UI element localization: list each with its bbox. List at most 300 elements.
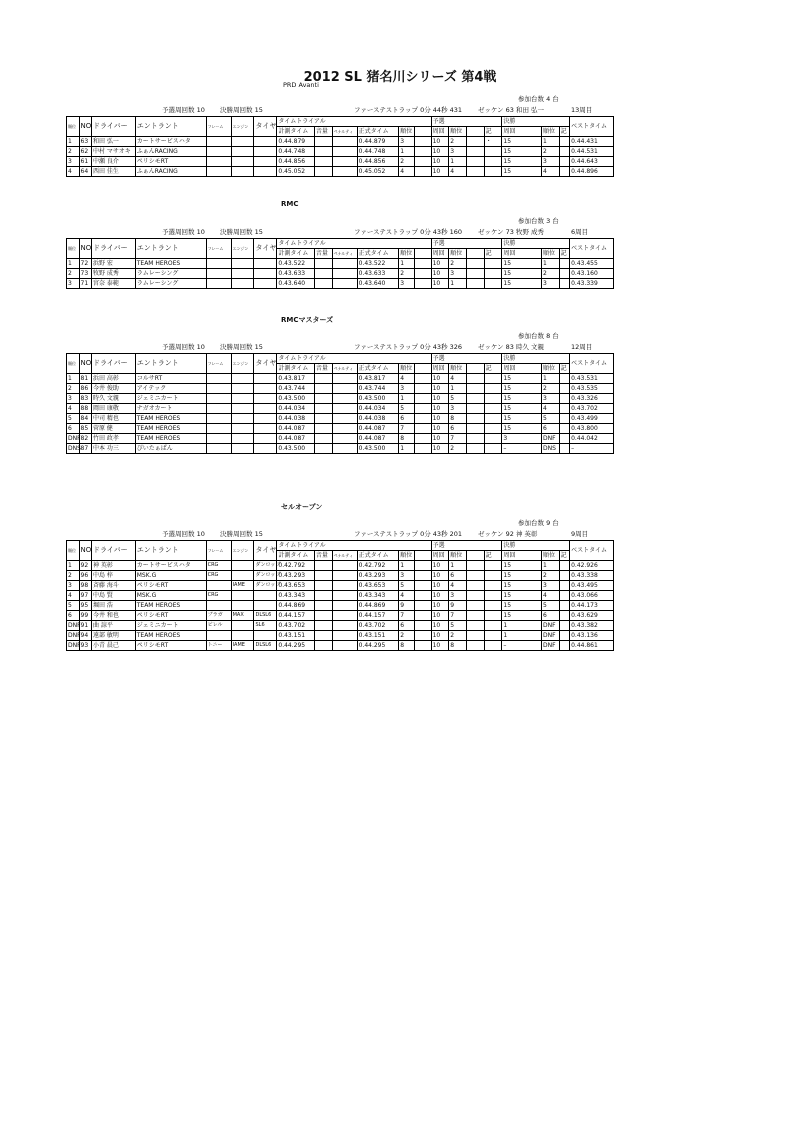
cell-tire: [254, 157, 277, 167]
header-heat: 予選: [431, 239, 502, 249]
cell-measured: 0.44.869: [277, 601, 315, 611]
entries-count: 参加台数 4 台: [518, 95, 559, 103]
cell--b: [414, 424, 431, 434]
cell-sound: [314, 444, 332, 454]
cell-heat-pos: 1: [449, 157, 467, 167]
cell-best: 0.43.629: [570, 611, 614, 621]
cell-frame: [206, 601, 231, 611]
cell-heat-laps: 10: [431, 601, 449, 611]
header-official-time: 正式タイム: [357, 551, 399, 561]
cell-driver: 曲 諒平: [92, 621, 136, 631]
header-sound: 音量: [314, 364, 332, 374]
cell-heat-pos: 8: [449, 414, 467, 424]
final-laps: 決勝周回数 15: [220, 530, 263, 538]
cell--b: [414, 601, 431, 611]
header-sound: 音量: [314, 551, 332, 561]
cell-tire: DLSL6: [254, 611, 277, 621]
heat-laps: 予選周回数 10: [162, 228, 205, 236]
cell-final-pos: 1: [541, 259, 559, 269]
cell-official: 0.43.151: [357, 631, 399, 641]
header-rank: 順位: [399, 127, 415, 137]
cell-final-pos: 5: [541, 414, 559, 424]
cell-final-pos: 2: [541, 147, 559, 157]
cell-heat-note: [484, 571, 502, 581]
header-measured-time: 計測タイム: [277, 249, 315, 259]
cell-final-note: [559, 591, 569, 601]
header-frame: フレーム: [206, 541, 231, 561]
cell-penalty: [332, 611, 357, 621]
cell-tire: [254, 591, 277, 601]
header-measured-time: 計測タイム: [277, 127, 315, 137]
cell-sound: [314, 581, 332, 591]
cell-measured: 0.43.640: [277, 279, 315, 289]
cell-heat-laps: 10: [431, 571, 449, 581]
cell-final-note: [559, 561, 569, 571]
cell-no: 98: [79, 581, 92, 591]
cell-final-pos: 4: [541, 167, 559, 177]
cell-pos: DNF: [68, 622, 81, 629]
cell-tire: [254, 434, 277, 444]
cell-heat-pos: 4: [449, 581, 467, 591]
cell-best: 0.43.160: [570, 269, 614, 279]
header-blank: [414, 127, 431, 137]
cell-measured: 0.43.702: [277, 621, 315, 631]
cell-no: 84: [79, 414, 92, 424]
heat-laps: 予選周回数 10: [162, 343, 205, 351]
cell-driver: 中村 マサオキ: [92, 147, 136, 157]
cell-heat-note: [484, 434, 502, 444]
cell-final-pos: 2: [541, 571, 559, 581]
cell-pos: 2: [67, 269, 80, 279]
fastest-lap-number: 9周目: [571, 530, 589, 538]
cell-sound: [314, 591, 332, 601]
cell-engine: [231, 137, 254, 147]
cell-frame: CRG: [206, 591, 231, 601]
header-best-time: ベストタイム: [570, 117, 614, 137]
cell-sound: [314, 259, 332, 269]
header-rank: 順位: [399, 551, 415, 561]
cell-best: 0.43.531: [570, 374, 614, 384]
cell-sound: [314, 404, 332, 414]
result-section: [66, 84, 614, 184]
cell-heat-laps: 10: [431, 414, 449, 424]
cell-entrant: MSK.G: [135, 591, 206, 601]
header-sound: 音量: [314, 127, 332, 137]
cell-official: 0.43.293: [357, 571, 399, 581]
cell-pos: 4: [67, 591, 80, 601]
heat-laps: 予選周回数 10: [162, 530, 205, 538]
cell-heat-note: [484, 404, 502, 414]
cell-rank: 1: [399, 147, 415, 157]
cell-final-laps: 15: [502, 394, 542, 404]
header-heat: 予選: [431, 541, 502, 551]
cell-final-laps: 15: [502, 374, 542, 384]
cell-measured: 0.44.295: [277, 641, 315, 651]
cell-entrant: ペリシモRT: [135, 611, 206, 621]
cell-rank: 3: [399, 279, 415, 289]
cell-final-pos: 1: [541, 374, 559, 384]
cell-final-pos: 1: [541, 137, 559, 147]
fastest-lap-time: ファーステストラップ 0分 44秒 431: [354, 106, 463, 114]
header-penalty: ペナルティ: [332, 551, 357, 561]
cell-pos: 2: [67, 384, 80, 394]
cell-sound: [314, 167, 332, 177]
cell-final-note: [559, 414, 569, 424]
cell-heat-pos: 6: [449, 571, 467, 581]
header-best-time: ベストタイム: [570, 541, 614, 561]
cell-entrant: カートサービスハタ: [135, 137, 206, 147]
cell-heat-pos: 4: [449, 167, 467, 177]
cell-final-note: [559, 631, 569, 641]
cell-pos: DNF: [68, 642, 81, 649]
cell-heat-note: [484, 591, 502, 601]
cell-measured: 0.43.744: [277, 384, 315, 394]
cell--b2: [466, 601, 484, 611]
cell-heat-laps: 10: [431, 384, 449, 394]
cell-heat-pos: 3: [449, 269, 467, 279]
header-tire: タイヤ: [254, 354, 277, 374]
cell-sound: [314, 434, 332, 444]
cell-pos: 4: [67, 404, 80, 414]
cell-heat-pos: 1: [449, 561, 467, 571]
section-title: セルオープン: [281, 503, 323, 511]
document-subtitle: PRD Avanti: [283, 81, 319, 89]
cell--b2: [466, 404, 484, 414]
cell-penalty: [332, 581, 357, 591]
header-blank: [466, 249, 484, 259]
cell-heat-laps: 10: [431, 374, 449, 384]
cell-heat-note: [484, 394, 502, 404]
cell-heat-note: [484, 279, 502, 289]
cell-frame: ビレル: [206, 621, 231, 631]
cell-final-note: [559, 157, 569, 167]
header-rank: 順位: [399, 364, 415, 374]
cell-pos: 3: [67, 157, 80, 167]
header-pos: 順位: [67, 239, 80, 259]
table-row: [67, 611, 614, 621]
cell--b: [414, 621, 431, 631]
header-time-trial: タイムトライアル: [277, 117, 431, 127]
cell-heat-note: [484, 444, 502, 454]
cell-heat-pos: 7: [449, 611, 467, 621]
document-title: 2012 SL 猪名川シリーズ 第4戦: [303, 70, 497, 85]
cell-best: 0.43.066: [570, 591, 614, 601]
cell-rank: 3: [399, 137, 415, 147]
cell-penalty: [332, 434, 357, 444]
cell-driver: 遠部 敏明: [92, 631, 136, 641]
cell-heat-laps: 10: [431, 147, 449, 157]
cell-final-pos: 4: [541, 591, 559, 601]
cell-official: 0.44.087: [357, 424, 399, 434]
cell--b2: [466, 621, 484, 631]
cell-penalty: [332, 269, 357, 279]
cell-sound: [314, 601, 332, 611]
cell-no: 97: [79, 591, 92, 601]
cell-measured: 0.44.856: [277, 157, 315, 167]
header-final-note: 記: [559, 364, 569, 374]
cell-final-laps: 15: [502, 269, 542, 279]
cell-official: 0.42.792: [357, 561, 399, 571]
cell--b2: [466, 384, 484, 394]
header-penalty: ペナルティ: [332, 249, 357, 259]
cell-final-pos: 5: [541, 601, 559, 611]
cell-official: 0.44.856: [357, 157, 399, 167]
cell-penalty: [332, 444, 357, 454]
cell-driver: 中瀬 良介: [92, 157, 136, 167]
cell--b2: [466, 394, 484, 404]
fastest-lap-driver: ゼッケン 83 時久 文親: [478, 343, 545, 351]
cell-heat-laps: 10: [431, 444, 449, 454]
header-official-time: 正式タイム: [357, 364, 399, 374]
header-no: NO: [79, 354, 92, 374]
cell-no: 82: [79, 434, 92, 444]
cell-final-laps: 15: [502, 404, 542, 414]
cell-heat-note: [484, 601, 502, 611]
cell-penalty: [332, 147, 357, 157]
cell-heat-note: [484, 581, 502, 591]
header-blank: [414, 364, 431, 374]
cell-penalty: [332, 631, 357, 641]
cell-entrant: ナガオカート: [135, 404, 206, 414]
cell-driver: 小青 晨己: [92, 641, 136, 651]
cell-tire: [254, 414, 277, 424]
cell-pos: 1: [67, 259, 80, 269]
cell-penalty: [332, 404, 357, 414]
cell-tire: [254, 601, 277, 611]
entries-count: 参加台数 3 台: [518, 217, 559, 225]
cell-sound: [314, 269, 332, 279]
result-section: [66, 503, 614, 658]
header-heat-pos: 順位: [449, 127, 467, 137]
cell-heat-laps: 10: [431, 157, 449, 167]
cell-sound: [314, 384, 332, 394]
cell-heat-laps: 10: [431, 167, 449, 177]
cell-best: 0.42.926: [570, 561, 614, 571]
cell-final-laps: 15: [502, 147, 542, 157]
cell-heat-pos: 3: [449, 404, 467, 414]
table-row: [67, 279, 614, 289]
cell-final-laps: 1: [502, 631, 542, 641]
cell-no: 73: [79, 269, 92, 279]
cell--b: [414, 591, 431, 601]
cell-no: 86: [79, 384, 92, 394]
cell--b: [414, 571, 431, 581]
cell-penalty: [332, 641, 357, 651]
fastest-lap-time: ファーステストラップ 0分 43秒 160: [354, 228, 463, 236]
cell-sound: [314, 279, 332, 289]
cell-driver: 岡田 康敬: [92, 404, 136, 414]
cell--b2: [466, 591, 484, 601]
cell-entrant: コルサRT: [135, 374, 206, 384]
cell-measured: 0.44.087: [277, 434, 315, 444]
cell--b: [414, 631, 431, 641]
cell-frame: [206, 581, 231, 591]
header-heat-laps: 周回: [431, 249, 449, 259]
cell-final-pos: 2: [541, 384, 559, 394]
cell-official: 0.43.702: [357, 621, 399, 631]
cell-driver: 今井 俊助: [92, 384, 136, 394]
cell-pos: 2: [67, 147, 80, 157]
cell--b2: [466, 137, 484, 147]
cell-tire: SL6: [254, 621, 277, 631]
cell-rank: 9: [399, 601, 415, 611]
cell--b2: [466, 167, 484, 177]
cell-final-laps: 15: [502, 611, 542, 621]
cell-final-note: [559, 424, 569, 434]
cell-entrant: TEAM HEROES: [135, 424, 206, 434]
header-engine: エンジン: [231, 239, 254, 259]
cell-frame: CRG: [206, 571, 231, 581]
cell--b: [414, 414, 431, 424]
cell-no: 93: [79, 641, 92, 651]
cell-driver: 和田 弘一: [92, 137, 136, 147]
cell--b2: [466, 157, 484, 167]
cell-final-note: [559, 434, 569, 444]
cell-rank: 6: [399, 414, 415, 424]
table-row: [67, 601, 614, 611]
fastest-lap-number: 6周目: [571, 228, 589, 236]
cell-best: 0.44.173: [570, 601, 614, 611]
cell-driver: 中本 功三: [92, 444, 136, 454]
cell--b: [414, 384, 431, 394]
cell-driver: 西田 佳生: [92, 167, 136, 177]
cell--b: [414, 444, 431, 454]
fastest-lap-time: ファーステストラップ 0分 43秒 201: [354, 530, 463, 538]
header-measured-time: 計測タイム: [277, 551, 315, 561]
cell--b2: [466, 434, 484, 444]
header-final-note: 記: [559, 249, 569, 259]
cell-final-pos: DNF: [541, 434, 559, 444]
cell-rank: 1: [399, 259, 415, 269]
cell-driver: 時久 文親: [92, 394, 136, 404]
header-pos: 順位: [67, 541, 80, 561]
cell--b2: [466, 611, 484, 621]
cell-heat-note: [484, 147, 502, 157]
cell-pos: 5: [67, 601, 80, 611]
cell-best: 0.43.455: [570, 259, 614, 269]
cell--b2: [466, 279, 484, 289]
cell-heat-pos: 8: [449, 641, 467, 651]
cell-official: 0.44.879: [357, 137, 399, 147]
cell-final-laps: 1: [502, 621, 542, 631]
cell-tire: [254, 424, 277, 434]
cell-penalty: [332, 601, 357, 611]
cell-sound: [314, 374, 332, 384]
cell-official: 0.43.522: [357, 259, 399, 269]
cell-entrant: TEAM HEROES: [135, 631, 206, 641]
cell-official: 0.43.500: [357, 444, 399, 454]
cell-heat-pos: 9: [449, 601, 467, 611]
cell-tire: ダンロップ: [254, 581, 277, 591]
cell-heat-pos: 5: [449, 621, 467, 631]
cell-official: 0.44.748: [357, 147, 399, 157]
cell-final-note: [559, 167, 569, 177]
cell-final-laps: 15: [502, 167, 542, 177]
cell-best: 0.44.042: [570, 434, 614, 444]
cell-best: 0.43.535: [570, 384, 614, 394]
cell-heat-laps: 10: [431, 394, 449, 404]
header-measured-time: 計測タイム: [277, 364, 315, 374]
cell-pos: 1: [67, 374, 80, 384]
cell-engine: [231, 571, 254, 581]
cell-official: 0.44.295: [357, 641, 399, 651]
cell-heat-laps: 10: [431, 611, 449, 621]
cell-pos: 3: [67, 581, 80, 591]
cell-pos: 1: [67, 137, 80, 147]
cell-final-note: [559, 384, 569, 394]
header-final-note: 記: [559, 551, 569, 561]
cell--b: [414, 611, 431, 621]
table-row: [67, 137, 614, 147]
header-tire: タイヤ: [254, 117, 277, 137]
cell-best: 0.43.382: [570, 621, 614, 631]
header-penalty: ペナルティ: [332, 127, 357, 137]
cell-frame: [206, 279, 231, 289]
cell-measured: 0.43.343: [277, 591, 315, 601]
entries-count: 参加台数 9 台: [518, 519, 559, 527]
cell-rank: 3: [399, 384, 415, 394]
cell-rank: 1: [399, 394, 415, 404]
cell--b: [414, 434, 431, 444]
cell-tire: ダンロップ: [254, 561, 277, 571]
table-row: [67, 621, 614, 631]
cell-final-note: [559, 621, 569, 631]
cell--b2: [466, 581, 484, 591]
cell-measured: 0.43.151: [277, 631, 315, 641]
cell--b2: [466, 424, 484, 434]
cell-frame: [206, 434, 231, 444]
cell-sound: [314, 561, 332, 571]
header-engine: エンジン: [231, 354, 254, 374]
cell-tire: [254, 167, 277, 177]
cell-driver: 中島 梓: [92, 571, 136, 581]
cell-heat-pos: 3: [449, 147, 467, 157]
cell-engine: IAME: [231, 581, 254, 591]
cell-frame: [206, 374, 231, 384]
cell--b2: [466, 571, 484, 581]
header-final-pos: 順位: [541, 127, 559, 137]
cell-heat-note: [484, 414, 502, 424]
cell-tire: [254, 394, 277, 404]
cell-measured: 0.44.157: [277, 611, 315, 621]
header-driver: ドライバー: [92, 354, 136, 374]
cell--b2: [466, 631, 484, 641]
header-final: 決勝: [502, 541, 570, 551]
cell-measured: 0.43.500: [277, 444, 315, 454]
cell-no: 81: [79, 374, 92, 384]
cell-penalty: [332, 167, 357, 177]
cell-engine: [231, 269, 254, 279]
cell-heat-pos: 2: [449, 137, 467, 147]
cell--b2: [466, 561, 484, 571]
cell-heat-pos: 2: [449, 444, 467, 454]
cell-rank: 3: [399, 571, 415, 581]
header-final-pos: 順位: [541, 551, 559, 561]
cell--b: [414, 374, 431, 384]
cell-official: 0.43.817: [357, 374, 399, 384]
cell-pos: DNF: [68, 435, 81, 442]
header-tire: タイヤ: [254, 541, 277, 561]
table-row: [67, 641, 614, 651]
header-penalty: ペナルティ: [332, 364, 357, 374]
cell-frame: CRG: [206, 561, 231, 571]
cell-rank: 4: [399, 374, 415, 384]
header-frame: フレーム: [206, 117, 231, 137]
cell-official: 0.43.343: [357, 591, 399, 601]
cell-rank: 2: [399, 157, 415, 167]
cell-no: 85: [79, 424, 92, 434]
cell-sound: [314, 641, 332, 651]
